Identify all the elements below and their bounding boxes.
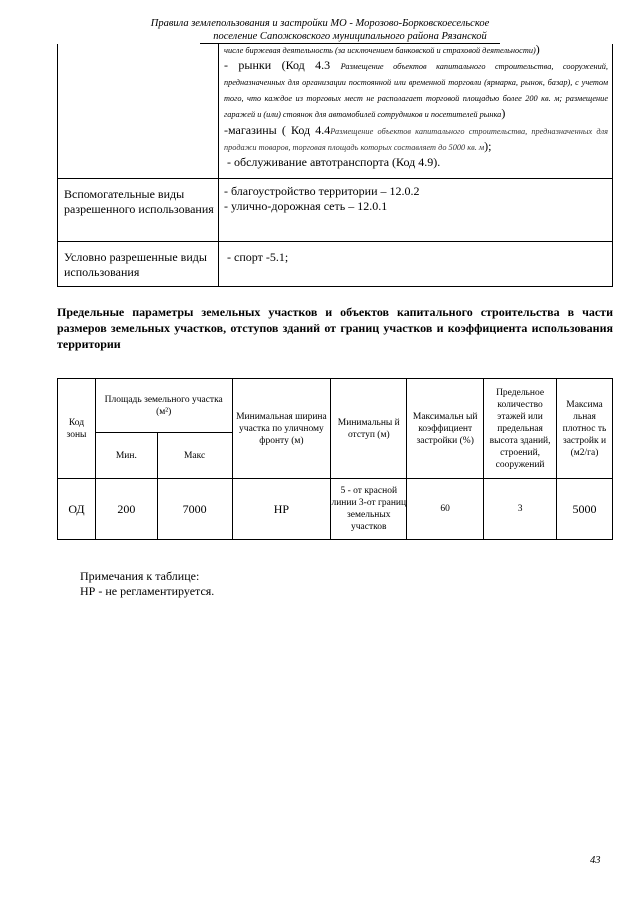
aux-uses-values-cell bbox=[219, 178, 613, 241]
h-width: Минимальная ширина участка по уличному фронту (м) bbox=[232, 379, 331, 479]
parameters-heading: Предельные параметры земельных участков и объектов капитального строительства в части размеров земельных участков, отступов зданий от границ участков и коэффициента использования территории bbox=[57, 305, 613, 351]
h-floors: Предельное количество этажей или предельная высота зданий, строений, сооружений bbox=[484, 379, 557, 479]
table-notes bbox=[80, 569, 214, 599]
header-line-1: Правила землепользования и застройки МО - Морозово-Борковскоесельское bbox=[150, 18, 490, 29]
main-uses-continued-text: числе биржевая деятельность (за исключением банковской и страховой деятельности)) bbox=[224, 42, 540, 56]
conditional-uses-row bbox=[58, 241, 613, 286]
r-density: 5000 bbox=[557, 479, 613, 540]
r-code: ОД bbox=[58, 479, 96, 540]
main-uses-label-cell bbox=[58, 44, 219, 178]
conditional-item-1: - спорт -5.1; bbox=[227, 249, 289, 264]
r-otstup: 5 - от красной линии 3-от границ земельных участков bbox=[331, 479, 407, 540]
header-line-2: поселение Сапожковского муниципального района Рязанской bbox=[213, 31, 487, 42]
aux-uses-label: Вспомогательные виды разрешенного использования bbox=[58, 178, 219, 241]
r-koef: 60 bbox=[407, 479, 484, 540]
h-min: Мин. bbox=[95, 433, 157, 479]
conditional-uses-values-cell bbox=[219, 241, 613, 286]
aux-item-1: - благоустройство территории – 12.0.2 bbox=[224, 183, 420, 198]
main-uses-row bbox=[58, 44, 613, 178]
h-otstup: Минимальны й отступ (м) bbox=[331, 379, 407, 479]
h-area: Площадь земельного участка (м²) bbox=[95, 379, 232, 433]
r-floors: 3 bbox=[484, 479, 557, 540]
h-code: Код зоны bbox=[58, 379, 96, 479]
magaziny-item: -магазины ( Код 4.4Размещение объектов капитального строительства, предназначенных для продажи товаров, торговая площадь которых составляет до 5000 кв. м); bbox=[224, 122, 609, 153]
notes-title: Примечания к таблице: bbox=[80, 569, 200, 583]
avto-item: - обслуживание автотранспорта (Код 4.9). bbox=[227, 154, 441, 169]
r-width: НР bbox=[232, 479, 331, 540]
rynki-item: - рынки (Код 4.3 Размещение объектов капитального строительства, сооружений, предназначенных для организации постоянной или временной торговли (ярмарка, рынок, базар), с учетом того, что каждое из торговых мест не располагает торговой площадью более 200 кв. м; размещение гаражей и (или) стоянок для автомобилей сотрудников и посетителей рынка) bbox=[224, 57, 608, 120]
r-min: 200 bbox=[95, 479, 157, 540]
parameters-table bbox=[57, 378, 613, 540]
h-density: Максима льная плотнос ть застройк и (м2/га) bbox=[557, 379, 613, 479]
aux-item-2: - улично-дорожная сеть – 12.0.1 bbox=[224, 198, 388, 213]
aux-uses-row bbox=[58, 178, 613, 241]
r-max: 7000 bbox=[157, 479, 232, 540]
main-uses-values-cell bbox=[219, 44, 613, 178]
h-max: Макс bbox=[157, 433, 232, 479]
header-row-1 bbox=[58, 379, 613, 433]
conditional-uses-label: Условно разрешенные виды использования bbox=[58, 241, 219, 286]
page-number: 43 bbox=[590, 855, 601, 866]
notes-nr: НР - не регламентируется. bbox=[80, 584, 215, 598]
permitted-use-table bbox=[57, 44, 613, 287]
h-koef: Максимальн ый коэффициент застройки (%) bbox=[407, 379, 484, 479]
data-row-od bbox=[58, 479, 613, 540]
